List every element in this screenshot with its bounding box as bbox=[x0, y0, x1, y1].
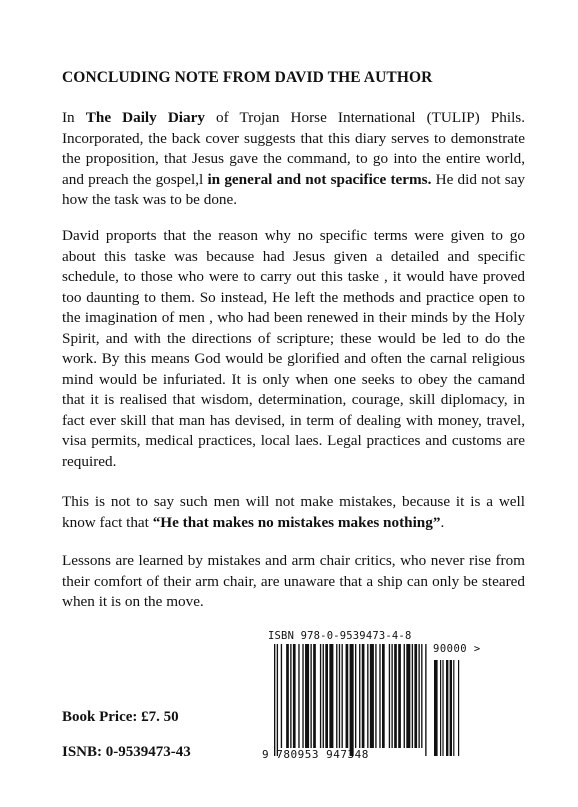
addon-stripe bbox=[440, 660, 441, 756]
barcode-stripe bbox=[382, 644, 385, 748]
addon-stripe bbox=[450, 660, 452, 756]
barcode-stripe bbox=[298, 644, 299, 748]
barcode-digits: 9 780953 947348 bbox=[262, 748, 369, 761]
barcode-stripe bbox=[329, 644, 333, 748]
p3-text-1: This is not to say such men will not make mistakes, because it is a well know fact that bbox=[62, 493, 525, 531]
p1-text-2: of Trojan Horse International (TULIP) Phils. Incorporated, the back cover suggests that this diary serves to demonstrate the proposition, that Jesus gave the command, to go into the entire world, and preach the gospel,l bbox=[62, 109, 526, 188]
barcode-stripe bbox=[336, 644, 337, 748]
addon-stripe bbox=[458, 660, 459, 756]
barcode-stripe bbox=[293, 644, 296, 748]
barcode-stripe bbox=[418, 644, 419, 748]
barcode-stripe bbox=[359, 644, 360, 748]
isbn-label: ISBN 978-0-9539473-4-8 bbox=[268, 630, 412, 642]
barcode-stripe bbox=[313, 644, 316, 748]
book-price: Book Price: £7. 50 bbox=[62, 709, 179, 725]
barcode-stripe bbox=[406, 644, 410, 748]
barcode-stripe bbox=[367, 644, 368, 748]
p1-text-3: He did not say how the task was to be done. bbox=[62, 170, 525, 208]
p1-bold-title: The Daily Diary bbox=[85, 109, 205, 126]
p3-text-2: . bbox=[440, 513, 445, 531]
barcode-stripe bbox=[414, 644, 417, 748]
barcode-stripe bbox=[404, 644, 405, 748]
barcode-stripe bbox=[394, 644, 397, 748]
barcode-stripe bbox=[325, 644, 328, 748]
barcode-stripe bbox=[362, 644, 365, 748]
barcode-stripe bbox=[391, 644, 392, 748]
p3-bold-quote: “He that makes no mistakes makes nothing” bbox=[152, 513, 441, 531]
barcode-stripe bbox=[302, 644, 303, 748]
p1-text-1: In bbox=[62, 109, 86, 126]
barcode-stripe bbox=[425, 644, 426, 756]
isnb-number: ISNB: 0-9539473-43 bbox=[62, 744, 191, 760]
page-heading: CONCLUDING NOTE FROM DAVID THE AUTHOR bbox=[62, 69, 433, 86]
paragraph-daily-diary bbox=[62, 108, 525, 211]
barcode-stripe bbox=[323, 644, 324, 748]
addon-stripe bbox=[442, 660, 443, 756]
barcode-stripe bbox=[355, 644, 356, 748]
barcode-stripe bbox=[277, 644, 278, 756]
barcode-stripe bbox=[320, 644, 321, 748]
paragraph-lessons: Lessons are learned by mistakes and arm chair critics, who never rise from their comfort of their arm chair, are unaware that a ship can only be steared when it is on the move. bbox=[62, 552, 525, 610]
barcode-stripe bbox=[412, 644, 413, 748]
paragraph-mistakes bbox=[62, 492, 525, 533]
addon-digits: 90000 > bbox=[433, 643, 481, 655]
paragraph-david-proports: David proports that the reason why no specific terms were given to go about this taske was because had Jesus given a detailed and specific schedule, to those who were to carry out this taske , it would have proved too daunting to them. So instead, He left the methods and practice open to the imagination of men , who had been renewed in their minds by the Holy Spirit, and with the directions of scripture; these would be led to do the work. By this means God would be glorified and often the carnal religious mind would be infuriated. It is only when one seeks to obey the camand that it is realised that wisdom, determination, courage, skill diplomacy, in fact ever skill that man has devised, in term of dealing with money, travel, visa permits, medical practices, local laes. Legal practices and customs are required. bbox=[62, 227, 525, 470]
barcode-stripe bbox=[339, 644, 340, 748]
p1-bold-phrase: in general and not spacifice terms. bbox=[207, 170, 432, 188]
barcode-stripe bbox=[305, 644, 309, 748]
barcode-stripe bbox=[310, 644, 311, 748]
barcode-stripe bbox=[342, 644, 343, 748]
barcode-stripe bbox=[281, 644, 282, 748]
isbn-barcode bbox=[262, 630, 481, 770]
barcode-stripe bbox=[290, 644, 291, 748]
addon-stripe bbox=[453, 660, 454, 756]
barcode-stripe bbox=[375, 644, 376, 748]
barcode-stripe bbox=[421, 644, 422, 748]
barcode-stripe bbox=[350, 644, 354, 756]
barcode-stripe bbox=[274, 644, 275, 756]
barcode-stripe bbox=[389, 644, 390, 748]
addon-stripe bbox=[446, 660, 448, 756]
barcode-stripe bbox=[370, 644, 374, 748]
barcode-stripe bbox=[286, 644, 289, 748]
barcode-stripe bbox=[379, 644, 380, 748]
barcode-stripe bbox=[346, 644, 349, 748]
addon-stripe bbox=[434, 660, 438, 756]
barcode-stripe bbox=[398, 644, 401, 748]
